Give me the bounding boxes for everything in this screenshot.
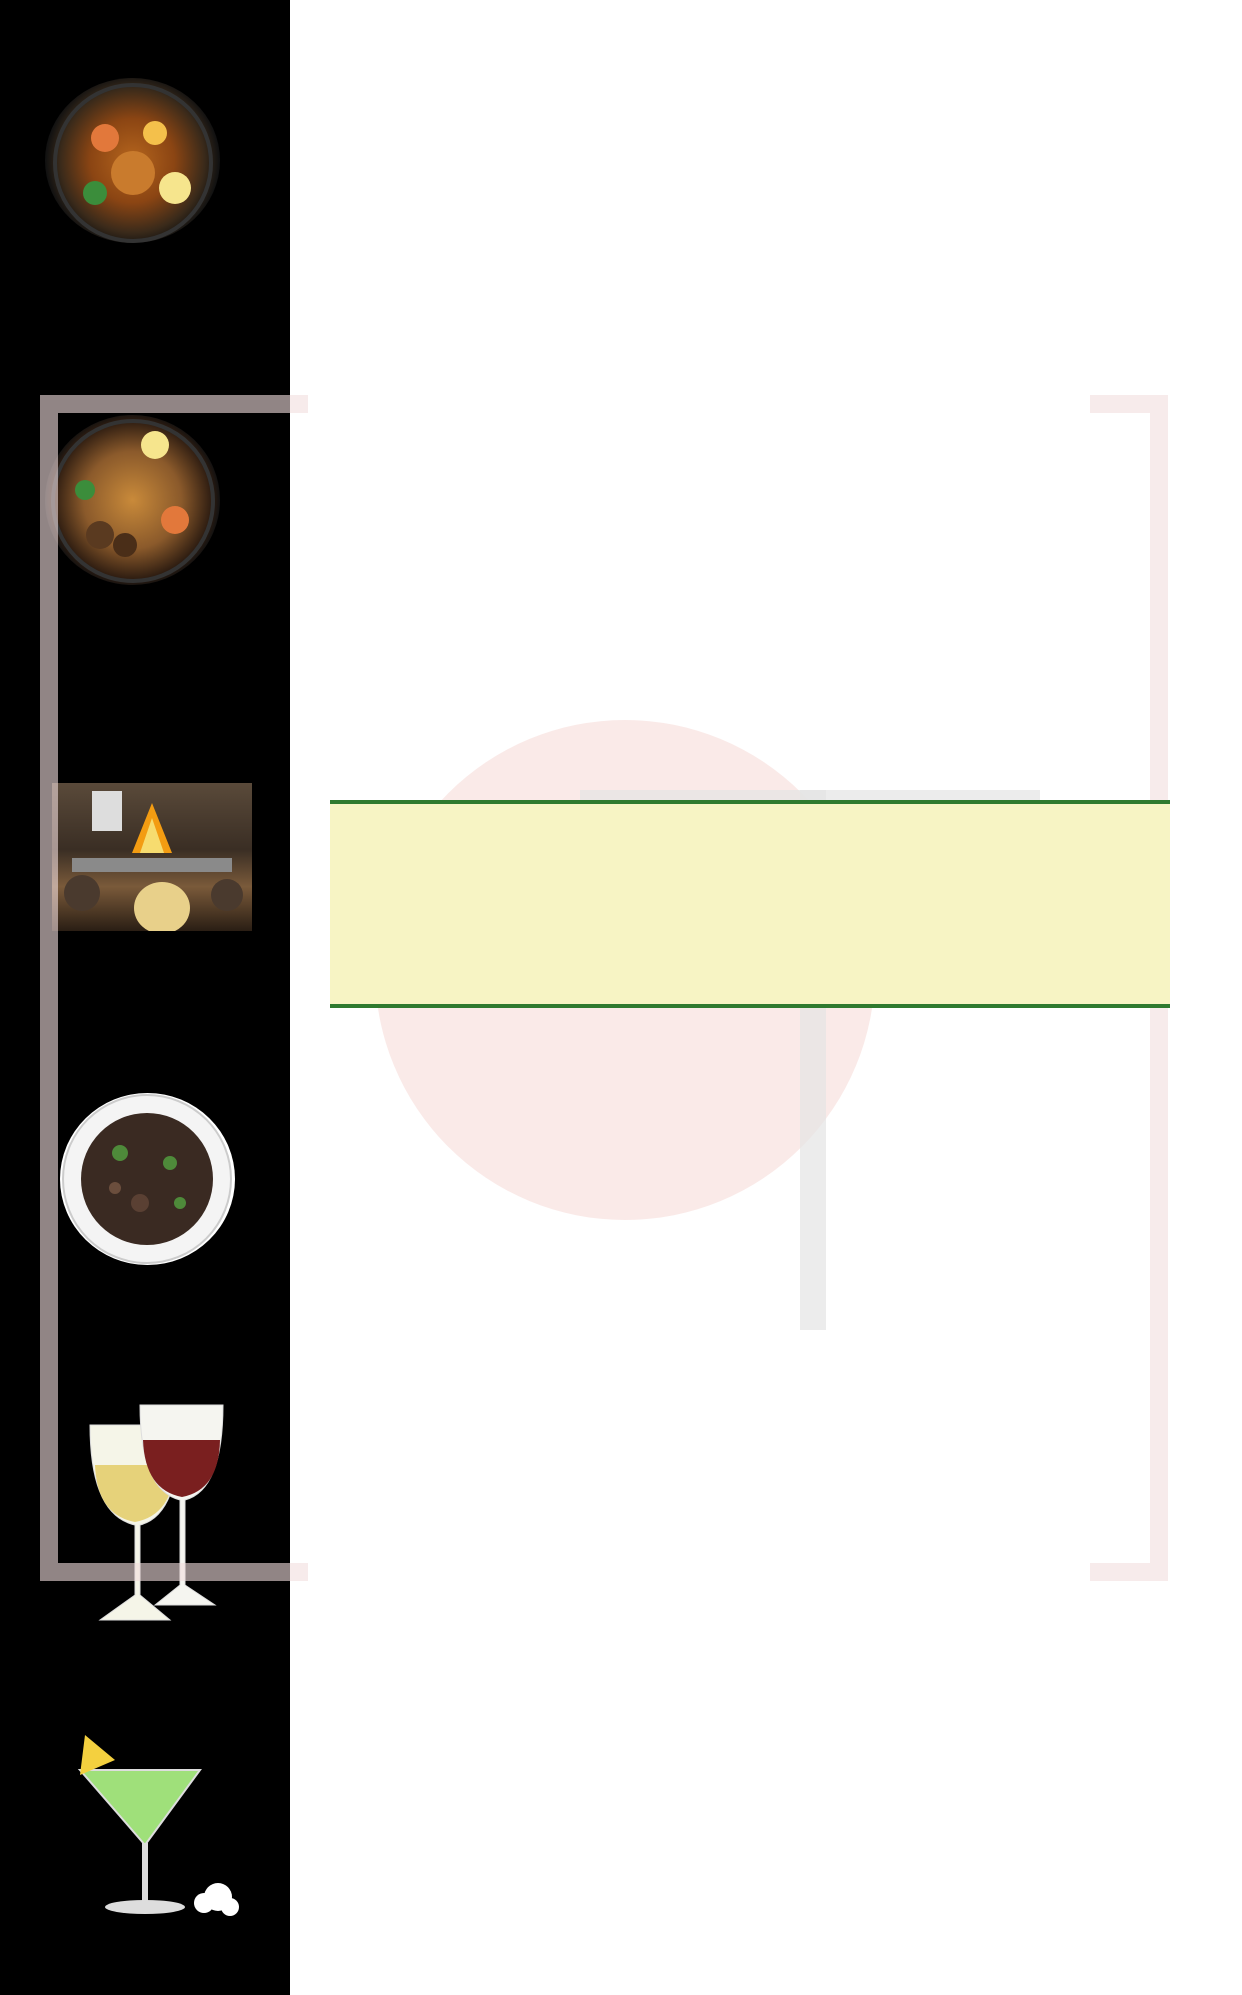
chicken-lobster-photo [45,78,220,243]
combination-box [330,800,1170,1008]
watermark-frame-left [40,395,308,1581]
cocktail-photo [60,1725,245,1925]
